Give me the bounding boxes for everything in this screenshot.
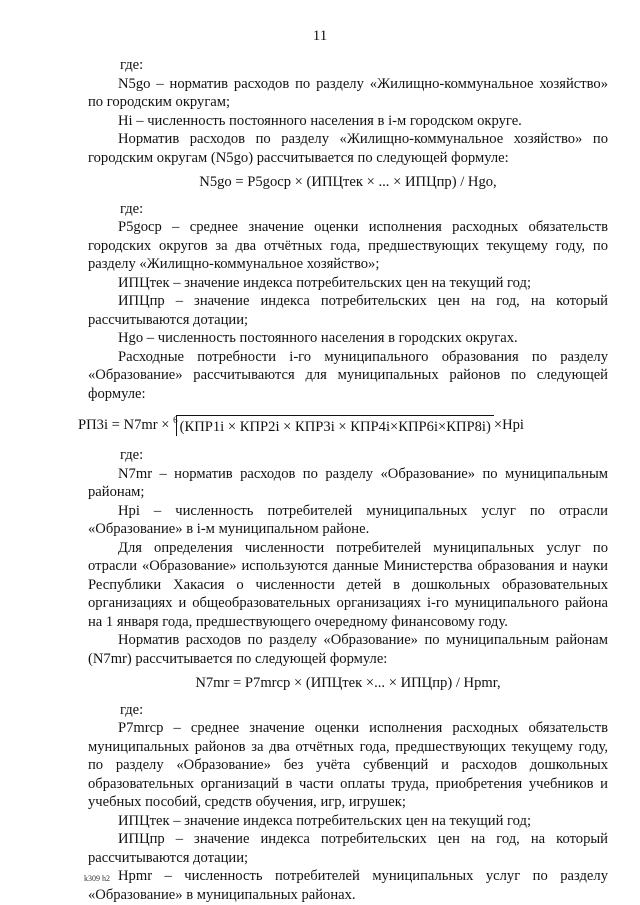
page-number: 11 xyxy=(312,28,328,44)
where-label: где: xyxy=(120,701,144,718)
formula-rp3i-left: РП3i = N7mr × xyxy=(78,416,170,433)
formula-n5go: N5go = P5gocp × (ИПЦтек × ... × ИПЦпр) / Hgo, xyxy=(199,174,497,190)
definition-ipc-pr: ИПЦпр – значение индекса потребительских цен на год, на который рассчитываются дотации; xyxy=(88,831,608,866)
definition-p7mrcp: P7mrcp – среднее значение оценки исполнения расходных обязательств муниципальных районов за два отчётных года, предшествующих текущему году, по разделу «Образование» без учёта субвенций и расходов дошкольных образовательных организаций в части оплаты труда, приобретения учебников и учебных пособий, средств обучения, игр, игрушек; xyxy=(88,720,608,811)
definition-ipc-pr: ИПЦпр – значение индекса потребительских цен на год, на который рассчитываются дотации; xyxy=(88,293,608,328)
paragraph-norm-education: Норматив расходов по разделу «Образование» по муниципальным районам (N7mr) рассчитывается по следующей формуле: xyxy=(88,632,608,667)
where-label: где: xyxy=(120,200,144,217)
radical-sign xyxy=(176,415,494,437)
where-label: где: xyxy=(120,57,144,73)
definition-hgo: Hgo – численность постоянного населения в городских округах. xyxy=(118,330,518,346)
formula-rp3i-right: ×Hpi xyxy=(493,416,524,433)
definition-hpmr: Hpmr – численность потребителей муниципальных услуг по разделу «Образование» в муниципальных районах. xyxy=(88,868,608,903)
formula-rp3i-inside: (КПР1i × КПР2i × КПР3i × КПР4i×КПР6i×КПР8i) xyxy=(179,418,491,435)
definition-ipc-tek: ИПЦтек – значение индекса потребительских цен на текущий год; xyxy=(118,812,532,829)
paragraph-education-needs: Расходные потребности i-го муниципального образования по разделу «Образование» рассчитываются для муниципальных районов по следующей формуле: xyxy=(88,348,608,402)
paragraph-norm-zhkh: Норматив расходов по разделу «Жилищно-коммунальное хозяйство» по городским округам (N5go) рассчитывается по следующей формуле: xyxy=(88,131,608,166)
document-body xyxy=(78,56,608,904)
definition-n5go: N5go – норматив расходов по разделу «Жилищно-коммунальное хозяйство» по городским округам; xyxy=(88,75,608,110)
definition-ipc-tek: ИПЦтек – значение индекса потребительских цен на текущий год; xyxy=(118,274,532,291)
formula-n7mr: N7mr = P7mrcp × (ИПЦтек ×... × ИПЦпр) / Hpmr, xyxy=(195,675,501,692)
definition-n7mr: N7mr – норматив расходов по разделу «Образование» по муниципальным районам; xyxy=(88,465,608,501)
definition-hi: Hi – численность постоянного населения в i-м городском округе. xyxy=(118,112,522,129)
formula-rp3i xyxy=(78,411,618,436)
root-index: 6 xyxy=(173,415,178,425)
definition-p5gocp: P5gocp – среднее значение оценки исполнения расходных обязательств городских округов за два отчётных года, предшествующих текущему году, по разделу «Жилищно-коммунальное хозяйство»; xyxy=(88,219,608,272)
footer-code: k309 h2 xyxy=(84,874,110,883)
paragraph-consumers-count: Для определения численности потребителей муниципальных услуг по отрасли «Образование» используются данные Министерства образования и науки Республики Хакасия о численности детей в дошкольных образовательных организациях и общеобразовательных организациях i-го муниципального района на 1 января года, предшествующего очередному финансовому году. xyxy=(88,539,608,630)
definition-hpi: Hpi – численность потребителей муниципальных услуг по отрасли «Образование» в i-м муниципальном районе. xyxy=(88,502,608,538)
where-label: где: xyxy=(120,447,144,464)
